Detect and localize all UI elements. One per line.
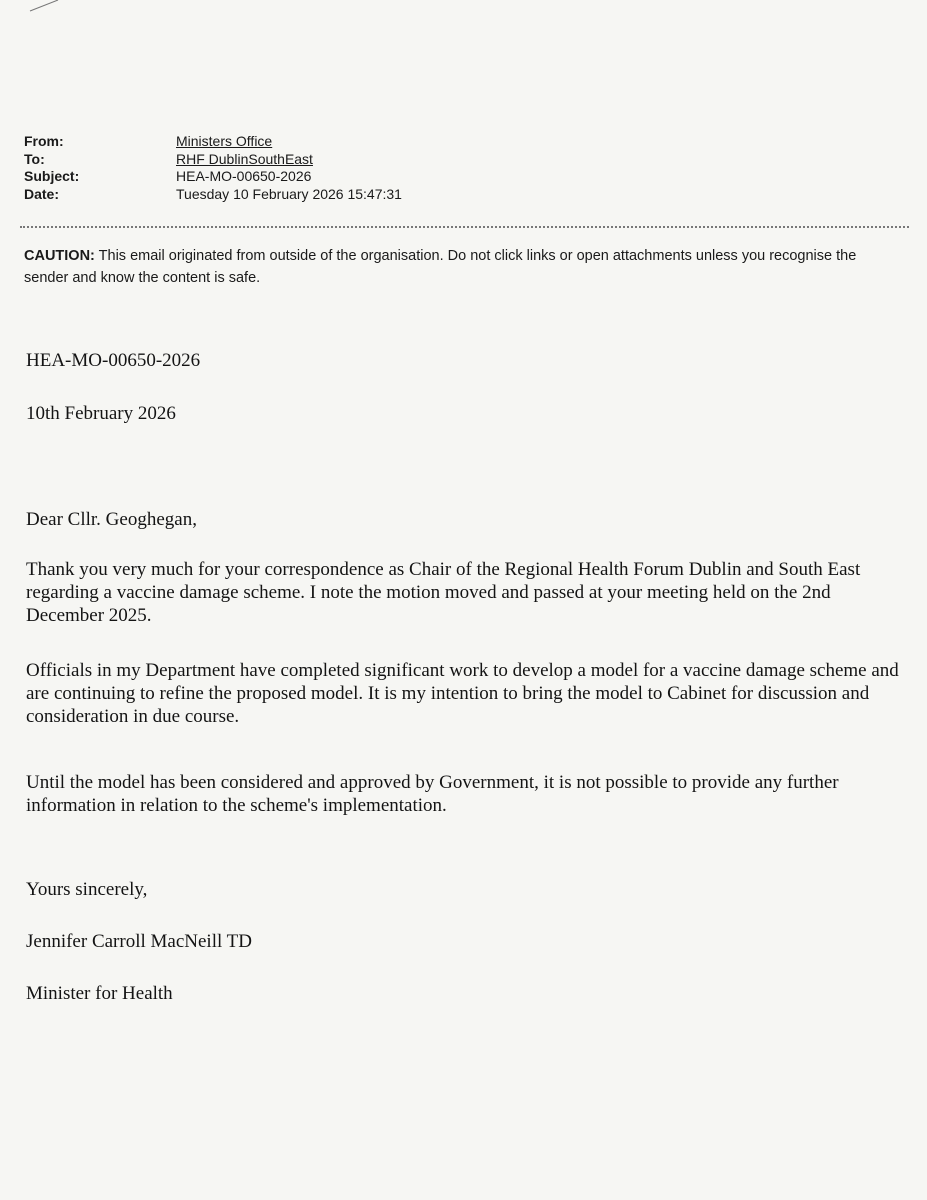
- letter-paragraph: Thank you very much for your correspondence as Chair of the Regional Health Forum Dublin and South East regarding a vaccine damage scheme. I note the motion moved and passed at your meeting held on the 2nd December 2025.: [26, 559, 861, 626]
- date-label: Date:: [24, 185, 60, 202]
- to-label: To:: [24, 150, 45, 167]
- subject-label: Subject:: [24, 168, 80, 184]
- from-row: [24, 133, 402, 151]
- email-header: [24, 133, 402, 203]
- letter-date: 10th February 2026: [26, 403, 176, 424]
- letter-salutation: Dear Cllr. Geoghegan,: [26, 509, 197, 530]
- letter-closing: Yours sincerely,: [26, 879, 148, 900]
- header-separator: [20, 226, 909, 228]
- scan-artifact: [28, 0, 68, 12]
- letter-signatory-title: Minister for Health: [26, 983, 173, 1004]
- letter-paragraph: Until the model has been considered and approved by Government, it is not possible to provide any further information in relation to the scheme's implementation.: [26, 772, 839, 816]
- to-value: RHF DublinSouthEast: [176, 150, 313, 167]
- date-value: Tuesday 10 February 2026 15:47:31: [176, 185, 402, 202]
- caution-banner: [24, 245, 904, 289]
- subject-value: HEA-MO-00650-2026: [176, 168, 312, 184]
- date-row: [24, 186, 402, 204]
- from-label: From:: [24, 133, 64, 149]
- letter-reference: HEA-MO-00650-2026: [26, 350, 201, 371]
- to-row: [24, 151, 402, 169]
- subject-row: [24, 168, 402, 186]
- letter-paragraph: Officials in my Department have completed significant work to develop a model for a vaccine damage scheme and are continuing to refine the proposed model. It is my intention to bring the model to Cabinet for discussion and consideration in due course.: [26, 660, 899, 727]
- letter-signatory: Jennifer Carroll MacNeill TD: [26, 931, 252, 952]
- caution-label: CAUTION:: [24, 248, 95, 264]
- caution-text: This email originated from outside of the organisation. Do not click links or open attachments unless you recognise the sender and know the content is safe.: [24, 248, 857, 286]
- from-value: Ministers Office: [176, 133, 273, 149]
